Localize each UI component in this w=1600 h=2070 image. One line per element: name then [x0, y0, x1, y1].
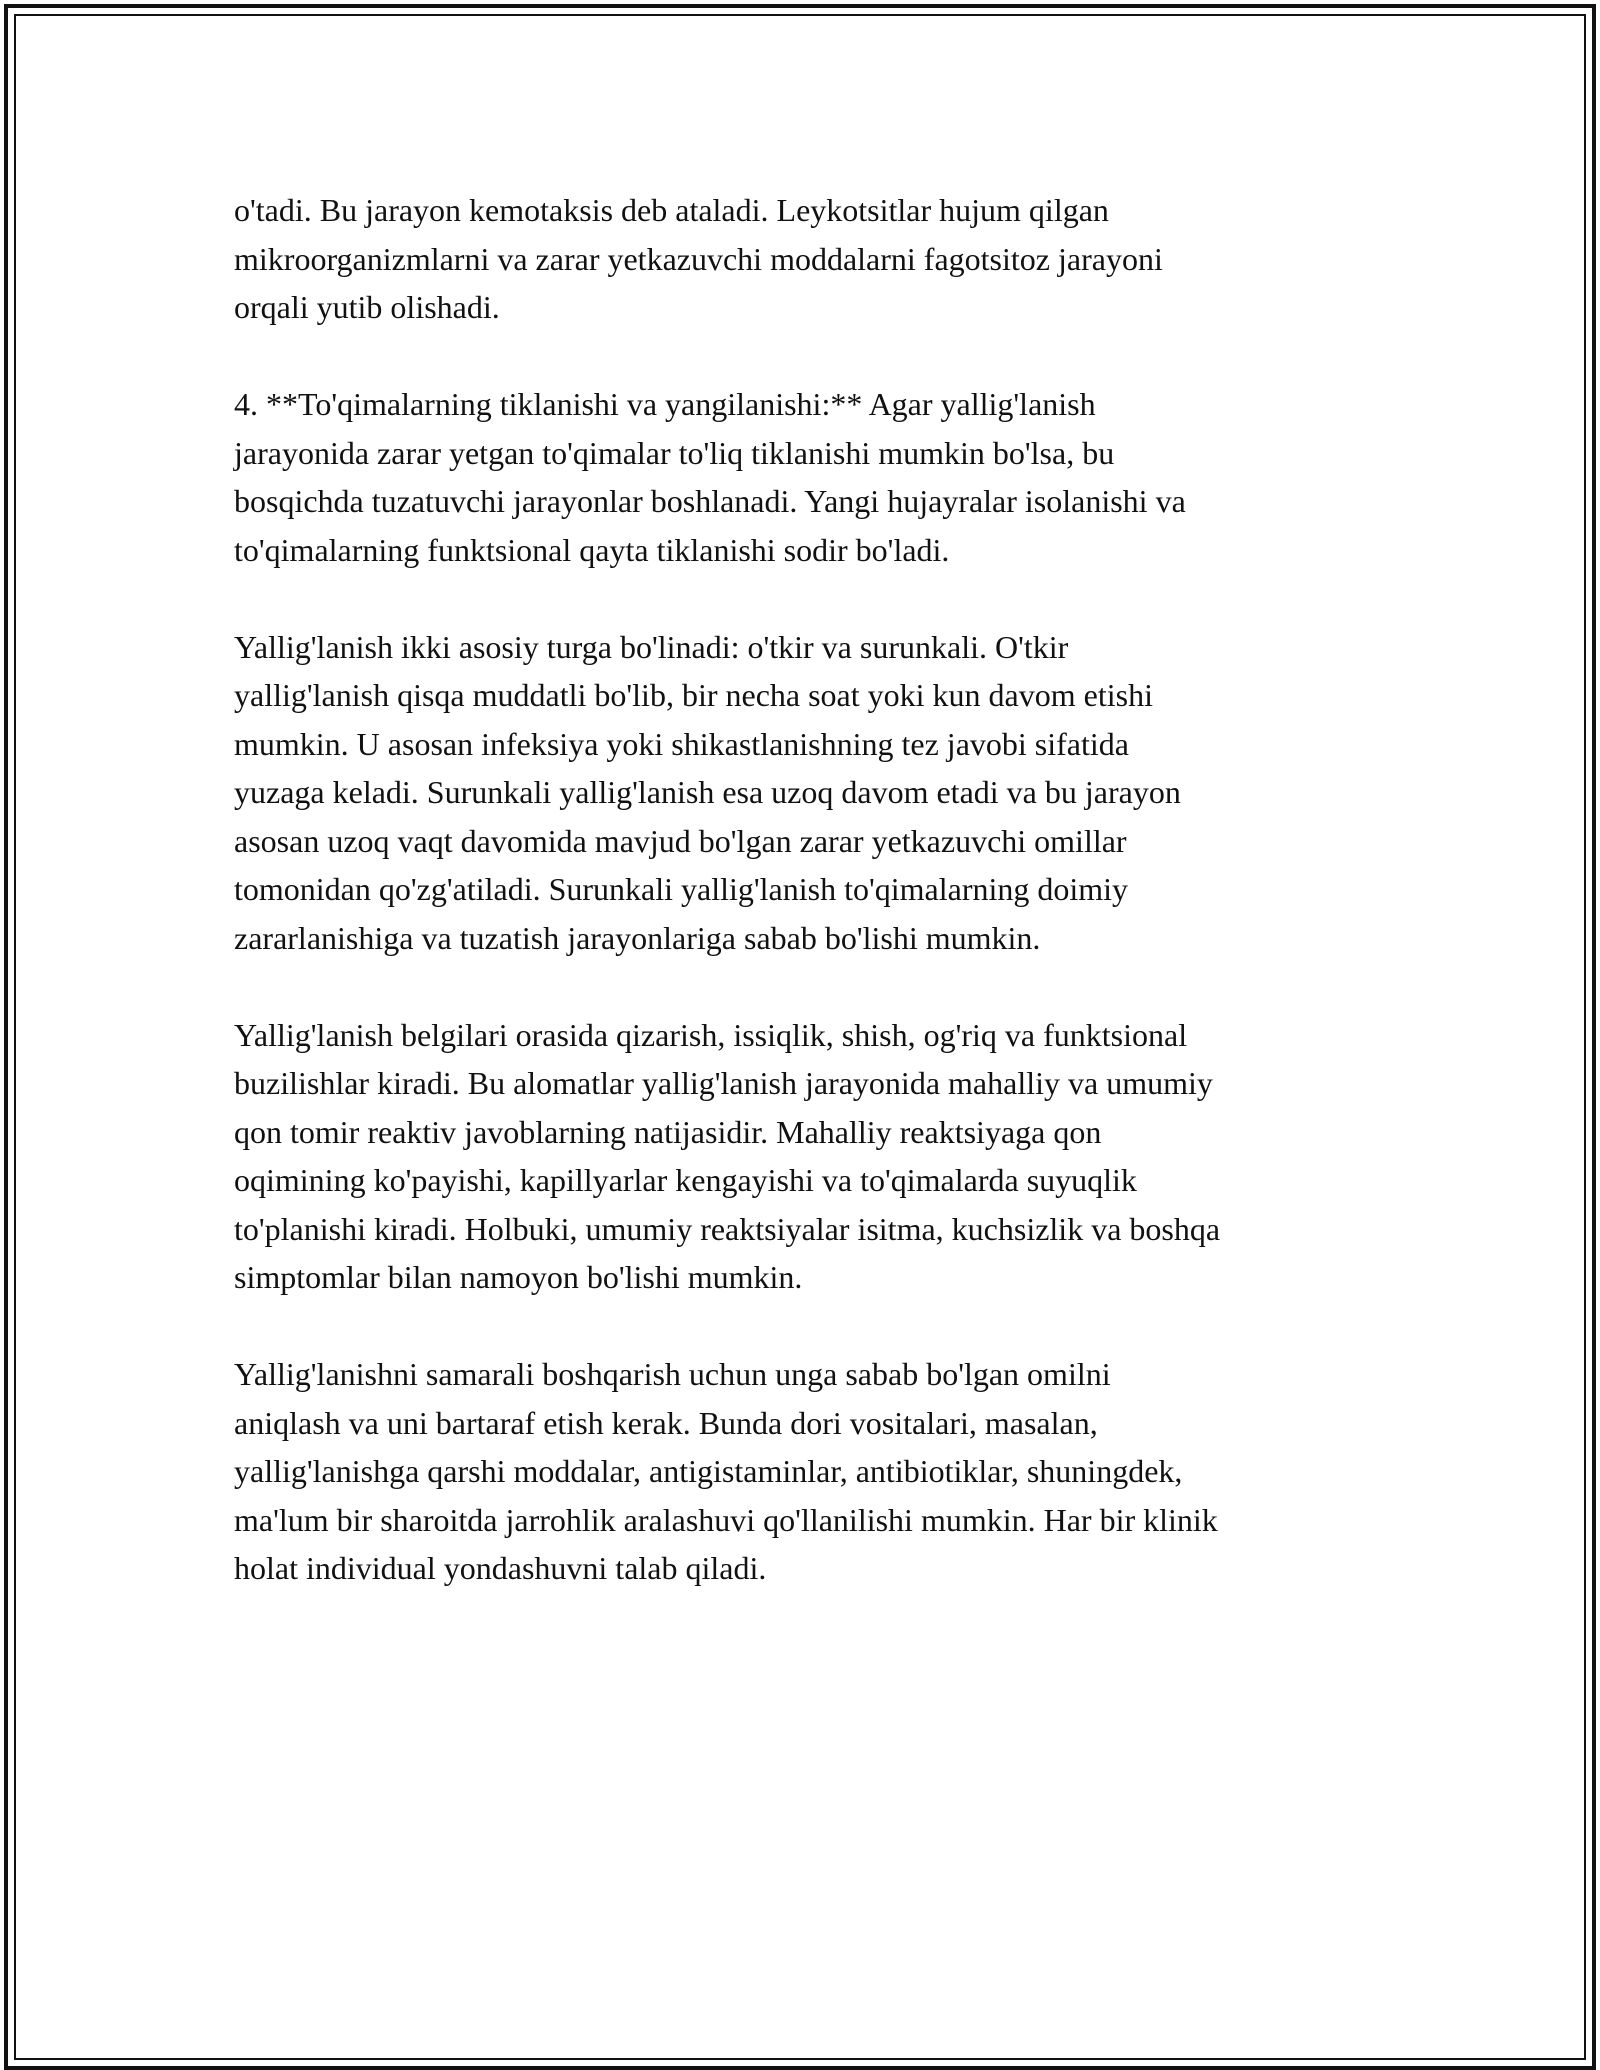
paragraph-2: 4. **To'qimalarning tiklanishi va yangilanishi:** Agar yallig'lanish jarayonida zarar yetgan to'qimalar to'liq tiklanishi mumkin bo'lsa, bu bosqichda tuzatuvchi jarayonlar boshlanadi. Yangi hujayralar isolanishi va to'qimalarning funktsional qayta tiklanishi sodir bo'ladi. — [234, 386, 1186, 568]
document-body — [234, 186, 1374, 1641]
paragraph-4: Yallig'lanish belgilari orasida qizarish, issiqlik, shish, og'riq va funktsional buzilishlar kiradi. Bu alomatlar yallig'lanish jarayonida mahalliy va umumiy qon tomir reaktiv javoblarning natijasidir. Mahalliy reaktsiyaga qon oqimining ko'payishi, kapillyarlar kengayishi va to'qimalarda suyuqlik to'planishi kiradi. Holbuki, umumiy reaktsiyalar isitma, kuchsizlik va boshqa simptomlar bilan namoyon bo'lishi mumkin. — [234, 1016, 1221, 1295]
paragraph-3: Yallig'lanish ikki asosiy turga bo'linadi: o'tkir va surunkali. O'tkir yallig'lanish qisqa muddatli bo'lib, bir necha soat yoki kun davom etishi mumkin. U asosan infeksiya yoki shikastlanishning tez javobi sifatida yuzaga keladi. Surunkali yallig'lanish esa uzoq davom etadi va bu jarayon asosan uzoq vaqt davomida mavjud bo'lgan zarar yetkazuvchi omillar tomonidan qo'zg'atiladi. Surunkali yallig'lanish to'qimalarning doimiy zararlanishiga va tuzatish jarayonlariga sabab bo'lishi mumkin. — [234, 628, 1181, 956]
paragraph-5: Yallig'lanishni samarali boshqarish uchun unga sabab bo'lgan omilni aniqlash va uni bartaraf etish kerak. Bunda dori vositalari, masalan, yallig'lanishga qarshi moddalar, antigistaminlar, antibiotiklar, shuningdek, ma'lum bir sharoitda jarrohlik aralashuvi qo'llanilishi mumkin. Har bir klinik holat individual yondashuvni talab qiladi. — [234, 1356, 1218, 1586]
paragraph-1: o'tadi. Bu jarayon kemotaksis deb ataladi. Leykotsitlar hujum qilgan mikroorganizmlarni va zarar yetkazuvchi moddalarni fagotsitoz jarayoni orqali yutib olishadi. — [234, 192, 1163, 325]
